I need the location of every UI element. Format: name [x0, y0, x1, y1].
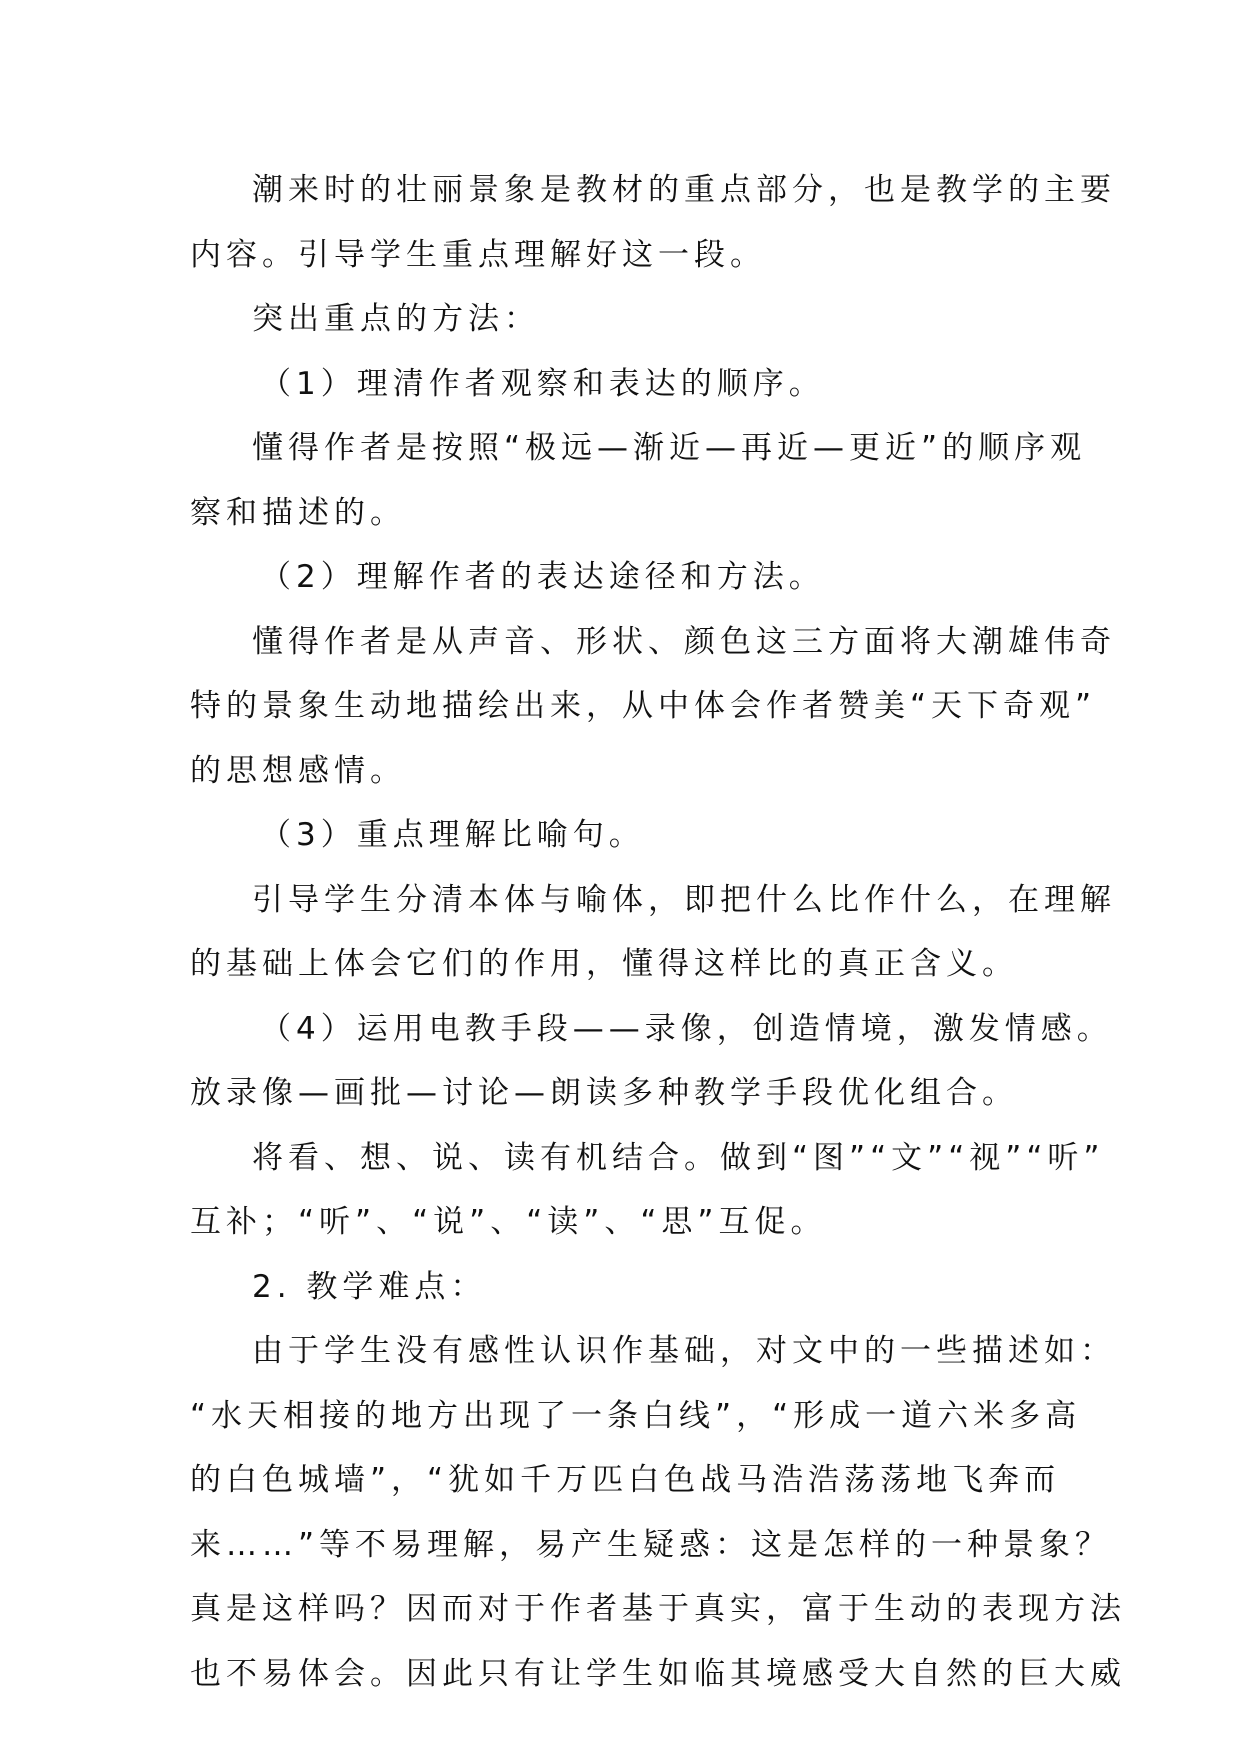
text-line: 懂得作者是按照“极远—渐近—再近—更近”的顺序观 — [252, 430, 1087, 466]
paragraph-key-point — [190, 158, 1116, 287]
text-line: 察和描述的。 — [190, 494, 406, 531]
paragraph-combine — [190, 1126, 1105, 1255]
text-line: 由于学生没有感性认识作基础，对文中的一些描述如： — [252, 1333, 1116, 1369]
text-line: （4）运用电教手段——录像，创造情境，激发情感。 — [260, 1010, 1113, 1047]
item-2-heading — [190, 545, 1050, 610]
text-line: 懂得作者是从声音、形状、颜色这三方面将大潮雄伟奇 — [252, 623, 1116, 660]
text-line: 真是这样吗？因而对于作者基于真实，富于生动的表现方法 — [190, 1591, 1126, 1627]
text-line: 特的景象生动地描绘出来，从中体会作者赞美“天下奇观” — [190, 688, 1097, 724]
text-line: 放录像—画批—讨论—朗读多种教学手段优化组合。 — [190, 1075, 1018, 1111]
text-line: 来……”等不易理解，易产生疑惑：这是怎样的一种景象？ — [190, 1526, 1112, 1563]
text-line: 2. 教学难点： — [252, 1268, 487, 1305]
item-2-body — [190, 610, 1116, 804]
document-body — [190, 158, 1126, 1706]
text-line: “水天相接的地方出现了一条白线”，“形成一道六米多高 — [190, 1397, 1082, 1434]
paragraph-difficulty — [190, 1319, 1126, 1706]
item-1-heading — [190, 352, 1050, 417]
text-line: （1）理清作者观察和表达的顺序。 — [260, 365, 825, 402]
item-4-heading — [190, 997, 1113, 1126]
heading-method — [190, 287, 1050, 352]
text-line: 的白色城墙”，“犹如千万匹白色战马浩浩荡荡地飞奔而 — [190, 1462, 1061, 1498]
text-line: 突出重点的方法： — [252, 301, 540, 337]
text-line: 的思想感情。 — [190, 752, 406, 789]
text-line: （2）理解作者的表达途径和方法。 — [260, 559, 825, 595]
text-line: （3）重点理解比喻句。 — [260, 817, 645, 853]
text-line: 内容。引导学生重点理解好这一段。 — [190, 236, 766, 273]
text-line: 将看、想、说、读有机结合。做到“图”“文”“视”“听” — [252, 1139, 1105, 1176]
item-1-body — [190, 416, 1087, 545]
text-line: 也不易体会。因此只有让学生如临其境感受大自然的巨大威 — [190, 1655, 1126, 1692]
text-line: 互补；“听”、“说”、“读”、“思”互促。 — [190, 1204, 827, 1240]
item-3-heading — [190, 803, 1050, 868]
text-line: 引导学生分清本体与喻体，即把什么比作什么，在理解 — [252, 881, 1116, 918]
item-3-body — [190, 868, 1116, 997]
text-line: 潮来时的壮丽景象是教材的重点部分，也是教学的主要 — [252, 172, 1116, 208]
heading-difficulty — [190, 1255, 1050, 1320]
text-line: 的基础上体会它们的作用，懂得这样比的真正含义。 — [190, 946, 1018, 982]
